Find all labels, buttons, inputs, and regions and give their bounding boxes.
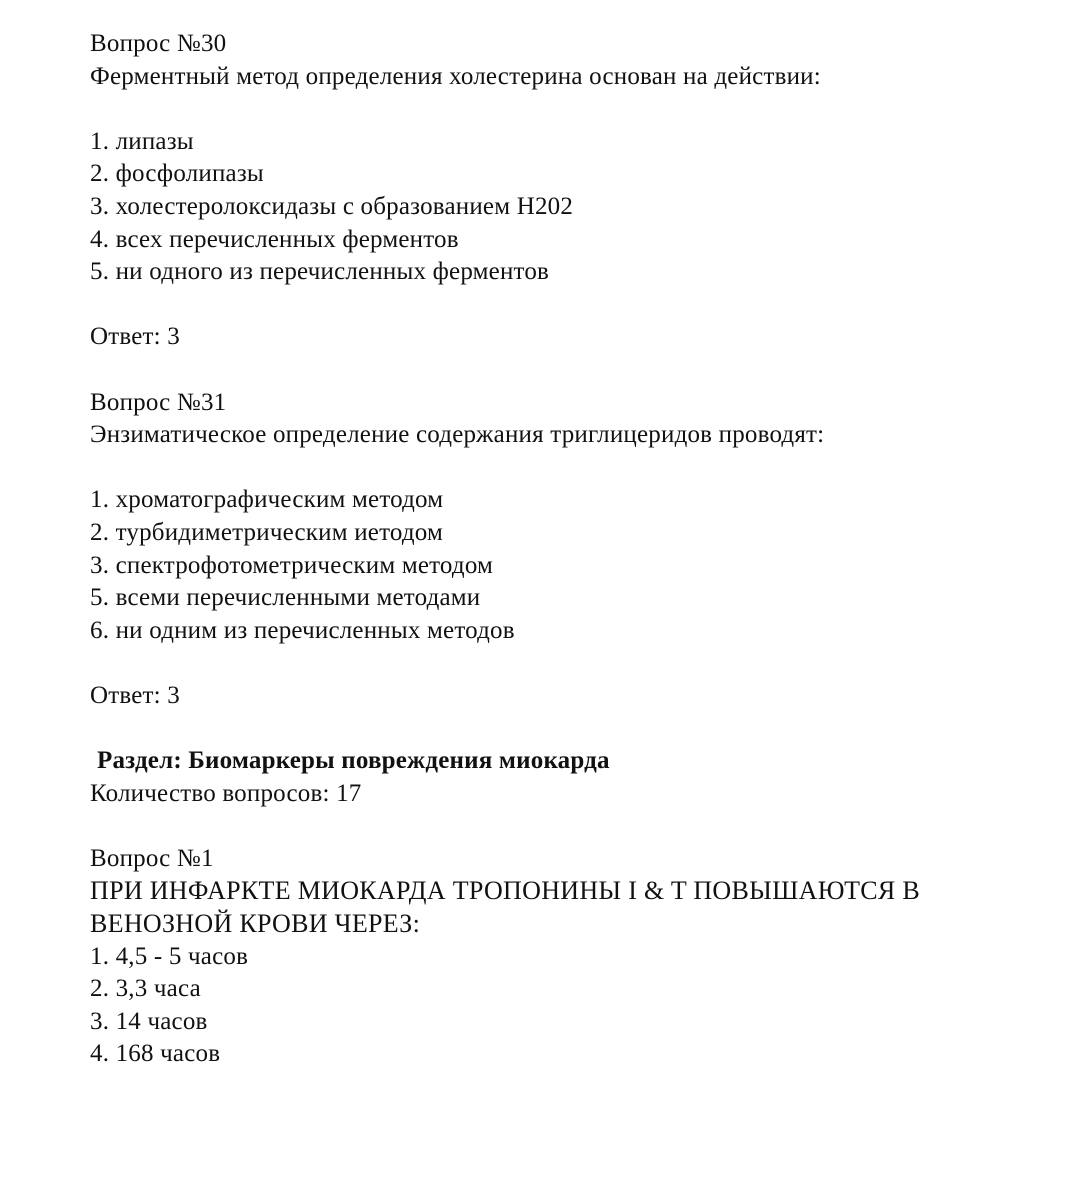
question-30-number: Вопрос №30	[90, 30, 227, 57]
question-30-option-2: 2. фосфолипазы	[90, 160, 264, 188]
question-31-option-1: 1. хроматографическим методом	[90, 486, 444, 514]
question-1-option-3: 3. 14 часов	[90, 1007, 208, 1035]
spacer	[90, 93, 1050, 126]
question-1-number: Вопрос №1	[90, 844, 214, 872]
question-30-option-5: 5. ни одного из перечисленных ферментов	[90, 258, 550, 286]
question-30-text: Ферментный метод определения холестерина основан на действии:	[90, 62, 821, 90]
question-30	[90, 28, 1050, 354]
question-30-option-4: 4. всех перечисленных ферментов	[90, 225, 459, 253]
question-30-option-3: 3. холестеролоксидазы с образованием Н202	[90, 192, 574, 220]
spacer	[90, 354, 1050, 387]
question-1-text-line-1: ПРИ ИНФАРКТЕ МИОКАРДА ТРОПОНИНЫ I & T ПОВЫШАЮТСЯ В	[90, 876, 920, 906]
spacer	[90, 810, 1050, 843]
question-31-answer: Ответ: 3	[90, 681, 180, 709]
question-31-option-3: 3. спектрофотометрическим методом	[90, 551, 494, 579]
section-header	[90, 745, 1050, 810]
question-31-option-2: 2. турбидиметрическим иетодом	[90, 518, 444, 546]
question-30-option-1: 1. липазы	[90, 127, 194, 155]
question-31-number: Вопрос №31	[90, 388, 227, 416]
spacer	[90, 452, 1050, 485]
spacer	[90, 647, 1050, 680]
spacer	[90, 289, 1050, 322]
question-1-text-line-2: ВЕНОЗНОЙ КРОВИ ЧЕРЕЗ:	[90, 909, 421, 939]
question-1-option-1: 1. 4,5 - 5 часов	[90, 942, 249, 970]
question-1-option-4: 4. 168 часов	[90, 1040, 221, 1068]
document-page	[90, 28, 1050, 1071]
question-1-option-2: 2. 3,3 часа	[90, 975, 201, 1003]
question-1	[90, 843, 1050, 1071]
section-question-count: Количество вопросов: 17	[90, 779, 362, 807]
question-31-text: Энзиматическое определение содержания триглицеридов проводят:	[90, 421, 825, 449]
question-31-option-6: 6. ни одним из перечисленных методов	[90, 616, 515, 644]
question-31-option-5: 5. всеми перечисленными методами	[90, 584, 481, 612]
spacer	[90, 712, 1050, 745]
question-31	[90, 387, 1050, 713]
section-title: Раздел: Биомаркеры повреждения миокарда	[97, 747, 610, 775]
question-30-answer: Ответ: 3	[90, 323, 180, 351]
